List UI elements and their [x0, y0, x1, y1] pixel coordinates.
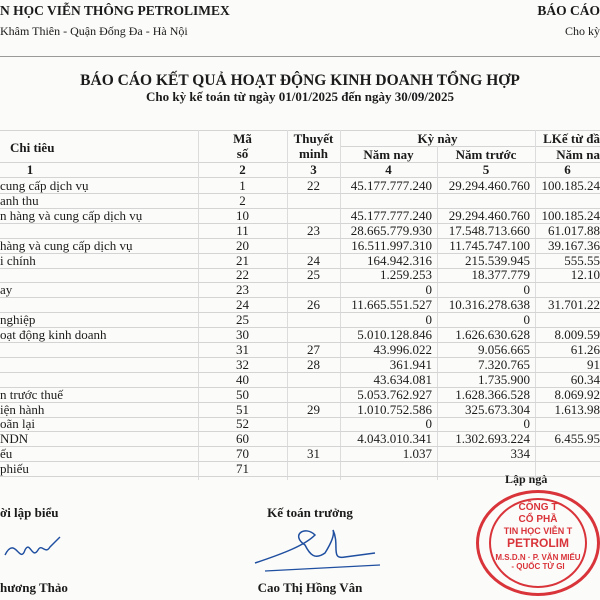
row-current-year: 0: [425, 312, 432, 328]
row-current-year: 4.043.010.341: [357, 431, 432, 447]
header-ma-so-line2: số: [236, 146, 249, 161]
preparer-title: ời lập biểu: [0, 505, 59, 520]
row-code: 40: [236, 371, 249, 387]
row-ytd: 61.017.88: [548, 222, 600, 238]
stamp-line4: PETROLIM: [507, 536, 569, 550]
preparer-signature: [0, 525, 70, 570]
row-previous-year: 29.294.460.760: [448, 207, 530, 223]
row-note: 22: [307, 178, 320, 193]
row-label: ay: [0, 282, 13, 298]
row-code: 10: [236, 207, 249, 223]
row-note: 26: [307, 297, 320, 313]
row-current-year: 45.177.777.240: [350, 178, 432, 193]
row-label: n hàng và cung cấp dịch vụ: [0, 207, 143, 223]
row-ytd: 100.185.24: [541, 207, 600, 223]
row-label: oãn lại: [0, 416, 36, 432]
row-note: 28: [307, 356, 320, 372]
header-ma-so-line1: Mã: [233, 131, 252, 146]
row-ytd: 91: [587, 356, 600, 372]
col-number: 1: [26, 162, 34, 177]
header-thuyet-minh: [287, 131, 340, 161]
accountant-name: Cao Thị Hồng Vân: [257, 580, 363, 595]
row-label: hàng và cung cấp dịch vụ: [0, 237, 133, 253]
row-note: 24: [307, 252, 320, 268]
row-current-year: 43.634.081: [373, 371, 432, 387]
row-code: 71: [236, 461, 249, 477]
company-stamp: [476, 490, 600, 596]
row-previous-year: 18.377.779: [471, 267, 530, 283]
row-previous-year: 9.056.665: [478, 341, 530, 357]
row-previous-year: 17.548.713.660: [448, 222, 530, 238]
stamp-line2: CỔ PHẦ: [518, 514, 558, 525]
col-number: 4: [385, 162, 392, 177]
accountant-title: Kế toán trưởng: [267, 505, 353, 520]
row-ytd: 61.26: [570, 341, 600, 357]
row-label: i chính: [0, 252, 36, 268]
row-label: nghiệp: [0, 312, 36, 328]
row-previous-year: 1.302.693.224: [455, 431, 530, 447]
header-luy-ke-nam-nay: Năm na: [556, 147, 600, 162]
row-code: 21: [236, 252, 249, 268]
row-code: 51: [236, 401, 249, 417]
row-current-year: 11.665.551.527: [351, 297, 432, 313]
row-label: ếu: [0, 446, 13, 462]
col-number: 6: [564, 162, 571, 177]
row-code: 52: [236, 416, 249, 432]
row-code: 11: [236, 222, 249, 238]
report-type: BÁO CÁO: [537, 3, 600, 18]
row-previous-year: 10.316.278.638: [448, 297, 530, 313]
stamp-ring-text: M.S.D.N · P. VĂN MIẾU - QUỐC TỬ GI: [495, 553, 581, 571]
row-ytd: 12.10: [570, 267, 600, 283]
row-note: 27: [307, 341, 320, 357]
row-current-year: 361.941: [389, 356, 432, 372]
header-ky-nay: Kỳ này: [417, 131, 458, 146]
row-previous-year: 215.539.945: [465, 252, 530, 268]
row-current-year: 5.010.128.846: [357, 327, 432, 342]
report-subtitle: Cho kỳ kế toán từ ngày 01/01/2025 đến ngày 30/09/2025: [146, 89, 454, 104]
row-code: 22: [236, 267, 249, 283]
row-label: cung cấp dịch vụ: [0, 178, 89, 193]
row-previous-year: 0: [523, 282, 530, 298]
row-ytd: 6.455.95: [554, 431, 600, 447]
preparer-name: hương Thảo: [0, 580, 68, 595]
row-code: 24: [236, 297, 249, 313]
row-label: iện hành: [0, 401, 45, 417]
row-code: 25: [236, 312, 249, 328]
row-previous-year: 1.628.366.528: [455, 386, 530, 402]
row-code: 30: [236, 327, 249, 342]
row-current-year: 16.511.997.310: [351, 237, 432, 253]
row-code: 20: [236, 237, 249, 253]
report-title: BÁO CÁO KẾT QUẢ HOẠT ĐỘNG KINH DOANH TỔNG HỢP: [80, 72, 520, 89]
period-short: Cho kỳ: [564, 24, 600, 38]
row-previous-year: 1.735.900: [478, 371, 530, 387]
header-thuyet-minh-line2: minh: [299, 146, 328, 161]
row-current-year: 0: [425, 282, 432, 298]
row-current-year: 164.942.316: [367, 252, 432, 268]
row-previous-year: 0: [523, 416, 530, 432]
col-number: 5: [482, 162, 490, 177]
row-label: anh thu: [0, 192, 39, 208]
row-current-year: 43.996.022: [373, 341, 432, 357]
row-ytd: 100.185.24: [541, 178, 600, 193]
row-code: 2: [239, 192, 246, 208]
row-previous-year: 7.320.765: [478, 356, 530, 372]
row-ytd: 1.613.98: [554, 401, 600, 417]
row-ytd: 60.34: [570, 371, 600, 387]
col-number: 3: [310, 162, 317, 177]
director-title: Lập ngà: [505, 472, 548, 486]
header-thuyet-minh-line1: Thuyết: [293, 131, 334, 146]
header-luy-ke: LKế từ đầ: [543, 131, 600, 146]
row-previous-year: 1.626.630.628: [455, 327, 530, 342]
row-ytd: 8.009.59: [554, 327, 600, 342]
row-code: 31: [236, 341, 249, 357]
header-ma-so: [198, 131, 287, 161]
row-current-year: 1.037: [402, 446, 432, 462]
company-address: Khâm Thiên - Quận Đống Đa - Hà Nội: [0, 24, 188, 38]
header-divider: [0, 56, 600, 57]
header-chi-tieu: Chi tiêu: [10, 140, 55, 155]
row-previous-year: 0: [523, 312, 530, 328]
stamp-line1: CÔNG T: [518, 502, 558, 513]
row-note: 25: [307, 267, 320, 283]
row-label: NDN: [0, 431, 29, 447]
row-note: 23: [307, 222, 320, 238]
row-previous-year: 325.673.304: [465, 401, 530, 417]
row-previous-year: 334: [510, 446, 530, 462]
header-nam-nay: Năm nay: [363, 147, 414, 162]
row-current-year: 0: [425, 416, 432, 432]
stamp-line3: TIN HỌC VIỄN T: [503, 526, 573, 536]
row-note: 31: [307, 446, 320, 462]
row-label: oạt động kinh doanh: [0, 327, 107, 342]
accountant-signature: [245, 525, 385, 575]
row-label: phiếu: [0, 461, 29, 477]
row-code: 32: [236, 356, 249, 372]
row-note: 29: [307, 401, 320, 417]
row-current-year: 28.665.779.930: [350, 222, 432, 238]
row-code: 50: [236, 386, 249, 402]
row-code: 60: [236, 431, 249, 447]
row-current-year: 1.010.752.586: [357, 401, 432, 417]
row-current-year: 1.259.253: [380, 267, 432, 283]
header-nam-truoc: Năm trước: [455, 147, 517, 162]
row-current-year: 45.177.777.240: [350, 207, 432, 223]
col-number: 2: [239, 162, 246, 177]
row-ytd: 39.167.36: [548, 237, 600, 253]
company-name: N HỌC VIỄN THÔNG PETROLIMEX: [0, 3, 230, 18]
row-label: n trước thuế: [0, 386, 64, 402]
row-previous-year: 11.745.747.100: [449, 237, 530, 253]
row-ytd: 8.069.92: [554, 386, 600, 402]
row-current-year: 5.053.762.927: [357, 386, 432, 402]
row-previous-year: 29.294.460.760: [448, 178, 530, 193]
row-code: 1: [239, 178, 246, 193]
row-code: 23: [236, 282, 249, 298]
row-ytd: 31.701.22: [548, 297, 600, 313]
row-code: 70: [236, 446, 249, 462]
row-ytd: 555.55: [564, 252, 600, 268]
